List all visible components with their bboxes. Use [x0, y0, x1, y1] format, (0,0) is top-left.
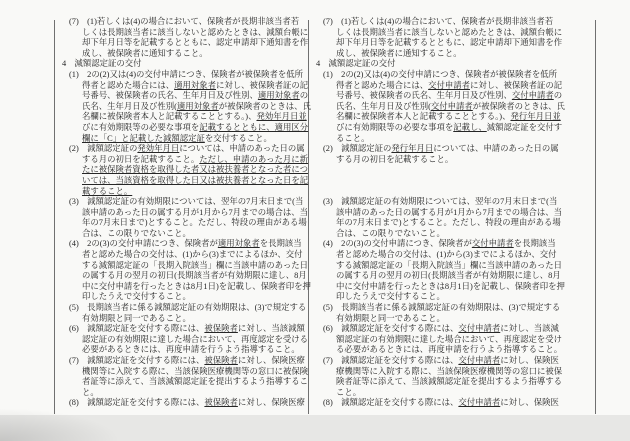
text-line	[62, 377, 308, 388]
text-line	[316, 324, 596, 335]
underlined-text: 記載し、	[453, 122, 487, 132]
text-segment: る必要があるときには、再度申請を行うよう指導すること。	[336, 345, 563, 355]
underlined-text: 交付申請者	[471, 239, 514, 249]
text-line	[316, 144, 596, 155]
underlined-text: 交付申請者	[458, 356, 501, 365]
text-segment: の属する月の翌月の初日(長期該当者が有効期限に達し、8月	[336, 271, 561, 281]
text-segment: しくは長期該当者に該当しないと認めたときは、減額台帳に	[82, 27, 309, 37]
underlined-text: 被保険者	[204, 324, 238, 334]
text-line	[62, 388, 308, 399]
text-segment: 該申請のあった日の属する月が1月から7月までの場合は、当	[336, 207, 563, 217]
text-segment: 年の7月末日まで)とすること。ただし、特段の理由がある場	[336, 218, 561, 228]
text-segment: びに有効期限等の必要な事項を	[82, 122, 200, 132]
underlined-text: いては、当該資格を取得した日又は被扶養者となった日を記	[82, 175, 309, 185]
table-border-left	[54, 20, 55, 414]
column-divider	[308, 20, 309, 414]
underlined-text: たに被保険者資格を取得した者又は被扶養者となった者につ	[82, 165, 308, 175]
text-segment: (7) (1)若しくは(4)の場合において、保険者が長期非該当者若	[323, 17, 554, 26]
text-segment: に対し、当該減	[500, 324, 559, 334]
text-segment: (8) 減額認定証を交付する際には、	[323, 398, 459, 408]
text-segment: に対し、保険医	[500, 356, 559, 365]
underlined-text: 交付申請者	[458, 398, 501, 408]
underlined-text: ただし、申請のあった月に新	[199, 154, 309, 164]
text-segment: (2) 減額認定証の	[323, 144, 392, 154]
text-segment: 印したうえで交付すること。	[336, 292, 445, 302]
text-segment: 号番号、被保険者の氏名、生年月日及び性別、	[336, 91, 512, 101]
text-line	[62, 101, 311, 113]
text-line	[62, 187, 308, 198]
text-segment: 成し、被保険者に通知すること。	[336, 48, 462, 58]
text-line	[62, 229, 308, 240]
text-line	[316, 398, 596, 409]
text-line	[62, 123, 308, 134]
underlined-text: 被保険者	[204, 398, 238, 408]
left-column	[62, 17, 311, 409]
text-line	[62, 324, 308, 335]
text-line	[316, 261, 596, 272]
underlined-text: 欄に「C」と記載した減額認定証	[82, 133, 205, 143]
text-segment: (7) (1)若しくは(4)の場合において、保険者が長期非該当者若	[69, 17, 300, 26]
text-segment: する減額認定証の「長期入院該当」欄に当該申請のあった日	[82, 260, 309, 270]
text-line	[62, 70, 308, 81]
underlined-text: 記載するとともに、適用区分	[199, 122, 309, 132]
text-segment: 年の7月末日まで)とすること。ただし、特段の理由がある場	[82, 218, 307, 228]
text-line	[316, 377, 596, 388]
underlined-text: 交付申請者	[458, 324, 501, 334]
text-line	[316, 239, 596, 250]
underlined-text: 交付申請者	[430, 101, 473, 111]
text-line	[316, 49, 596, 60]
text-line	[62, 165, 308, 176]
text-line	[316, 17, 596, 28]
text-segment: 有効期限と同一であること。	[336, 313, 445, 323]
text-segment: (4) 2の(3)の交付申請につき、保険者が	[323, 239, 472, 249]
text-line	[316, 282, 596, 293]
text-line	[316, 102, 596, 113]
text-segment: びに有効期限等の必要な事項を	[336, 122, 454, 132]
underlined-text: 適用対象者	[174, 80, 216, 90]
text-segment: については、申請のあった日の属	[179, 144, 305, 154]
underlined-text: 発効年月日	[137, 144, 180, 154]
text-segment: と。	[82, 387, 99, 397]
text-line	[316, 197, 596, 208]
text-line	[316, 176, 596, 187]
text-segment: 号番号、被保険者の氏名、生年月日及び性別、	[82, 91, 258, 101]
text-segment: 4 減額認定証の交付	[316, 59, 396, 69]
underlined-text: 適用対象者	[217, 239, 260, 249]
text-line	[62, 261, 308, 272]
text-segment: 険者証等に添えて、当該減額認定証を提出するよう指導する	[336, 377, 562, 387]
text-segment: する月の初日を記載すること。	[82, 154, 200, 164]
text-line	[316, 59, 596, 70]
text-segment: 者証等に添えて、当該減額認定証を提出するよう指導するこ	[82, 377, 308, 387]
text-line	[62, 81, 308, 92]
text-segment: (1) 2の(2)又は(4)の交付申請につき、保険者が被保険者を低所	[323, 69, 557, 79]
text-segment: 却下年月日等を記載するとともに、認定申請却下通知書を作	[82, 38, 309, 48]
text-segment: が被保険者のときは、氏	[472, 101, 565, 111]
text-line	[62, 250, 308, 261]
text-segment: 印したうえで交付すること。	[82, 292, 191, 302]
text-line	[316, 303, 596, 314]
text-line	[316, 314, 596, 325]
text-segment: (5) 長期該当者に係る減額認定証の有効期限は、(3)で規定する	[323, 303, 561, 313]
text-segment: に対し、保険医療	[237, 398, 305, 408]
text-segment: 却下年月日等を記載するとともに、認定申請却下通知書を作	[336, 38, 563, 48]
text-segment: を長期該当	[259, 239, 302, 249]
text-line	[62, 314, 308, 325]
text-segment: 該申請のあった日の属する月が1月から7月までの場合は、当	[82, 207, 309, 217]
right-column	[316, 17, 596, 409]
text-segment: に対し、被保険者証の記	[216, 80, 309, 90]
text-line	[62, 176, 308, 187]
text-segment: こと。	[336, 387, 362, 397]
text-segment: (1) 2の(2)又は(4)の交付申請につき、保険者が被保険者を低所	[69, 69, 303, 79]
text-segment: 得者と認めた場合には、	[82, 80, 175, 90]
text-segment: (7) 減額認定証を交付する際には、	[323, 356, 459, 365]
text-line	[62, 91, 308, 102]
underlined-text: 発行年月日	[391, 144, 434, 154]
text-line	[316, 91, 596, 102]
text-line	[316, 388, 596, 399]
text-line	[316, 81, 596, 92]
text-segment: 得者と認めた場合には、	[336, 80, 429, 90]
text-segment: しくは長期該当者に該当しないと認めたときは、減額台帳に	[336, 27, 563, 37]
text-line	[316, 155, 596, 166]
underlined-text: 被保険者	[204, 356, 238, 365]
text-line	[316, 28, 596, 39]
underlined-text: 交付申請者	[428, 80, 470, 90]
text-segment: (5) 長期該当者に係る減額認定証の有効期限は、(3)で規定する	[69, 303, 307, 313]
text-line	[62, 292, 308, 303]
text-segment: 中に交付申請を行ったときは8月1日)を記載し、保険者印を押	[336, 281, 565, 291]
text-line	[316, 208, 596, 219]
text-line	[62, 144, 308, 155]
text-segment: 合は、この限りでないこと。	[336, 228, 445, 238]
text-line	[316, 356, 596, 367]
underlined-text: 発行年月日並	[510, 112, 561, 122]
text-segment: (4) 2の(3)の交付申請につき、保険者が	[69, 239, 218, 249]
text-segment: については、申請のあった日の属	[433, 144, 559, 154]
text-segment: の	[553, 91, 563, 101]
text-segment: 必要があるときには、再度申請を行うよう指導すること。	[82, 345, 300, 355]
text-line	[62, 28, 308, 39]
text-line	[316, 367, 596, 378]
text-segment: 合は、この限りでないこと。	[82, 228, 191, 238]
text-segment: を交付すること。	[204, 133, 272, 143]
text-line	[62, 112, 308, 123]
text-segment: する月の初日を記載すること。	[336, 154, 454, 164]
text-line	[316, 187, 596, 198]
text-segment: 者と認めた場合の交付は、(1)から(3)までによるほか、交付	[82, 250, 303, 260]
text-segment: (3) 減額認定証の有効期限については、翌年の7月末日まで(当	[69, 197, 304, 207]
text-line	[62, 49, 308, 60]
text-segment: に対し、保険医	[500, 398, 559, 408]
text-segment: 4 減額認定証の交付	[62, 59, 142, 69]
text-segment: 名欄に被保険者本人と記載することとする。)、	[336, 112, 511, 122]
text-segment: 減額認定証を交付す	[486, 122, 563, 132]
text-line	[316, 70, 596, 81]
text-segment: 有効期限と同一であること。	[82, 313, 191, 323]
text-segment: 中に交付申請を行ったときは8月1日)を記載し、保険者印を押	[82, 281, 311, 291]
text-line	[62, 281, 311, 293]
text-line	[316, 229, 596, 240]
text-segment: 氏名、生年月日及び性別(	[336, 101, 431, 111]
text-segment: (2) 減額認定証の	[69, 144, 138, 154]
text-segment: 認定証の有効期限に達した場合において、再度認定を受ける	[82, 334, 308, 344]
scan-shadow	[0, 408, 120, 441]
text-segment: (6) 減額認定証を交付する際には、	[69, 324, 205, 334]
text-line	[316, 345, 596, 356]
text-segment: の属する月の翌月の初日(長期該当者が有効期限に達し、8月	[82, 271, 307, 281]
text-line	[62, 335, 308, 346]
text-line	[62, 59, 308, 70]
text-line	[62, 197, 308, 208]
text-segment: に対し、被保険者証の記	[470, 80, 563, 90]
text-segment: の	[299, 91, 309, 101]
text-line	[316, 335, 596, 346]
text-line	[62, 218, 308, 229]
text-segment: が被保険者のときは、氏	[218, 101, 311, 111]
text-line	[62, 345, 308, 356]
text-line	[62, 155, 308, 166]
text-line	[62, 38, 308, 49]
text-segment: 額認定証の有効期限に達した場合において、再度認定を受け	[336, 334, 562, 344]
text-segment: (7) 減額認定証を交付する際には、	[69, 356, 205, 365]
text-line	[316, 38, 596, 49]
text-line	[316, 271, 596, 282]
text-segment: (8) 減額認定証を交付する際には、	[69, 398, 205, 408]
text-line	[62, 17, 308, 28]
text-line	[316, 165, 596, 176]
text-segment: に対し、当該減額	[237, 324, 305, 334]
underlined-text: 載すること。	[82, 186, 133, 196]
text-line	[62, 356, 308, 367]
text-line	[316, 134, 596, 145]
text-segment: (6) 減額認定証を交付する際には、	[323, 324, 459, 334]
text-segment: (3) 減額認定証の有効期限については、翌年の7月末日まで(当	[323, 197, 558, 207]
text-segment: 療機関等に入院する際に、当該保険医療機関等の窓口に被保	[336, 366, 563, 376]
text-segment: 機関等に入院する際に、当該保険医療機関等の窓口に被保険	[82, 366, 309, 376]
underlined-text: 交付申請者	[511, 91, 554, 101]
text-segment: 者と認めた場合の交付は、(1)から(3)までによるほか、交付	[336, 250, 557, 260]
text-line	[316, 218, 596, 229]
text-line	[316, 250, 596, 261]
text-segment: する減額認定証の「長期入院該当」欄に当該申請のあった日	[336, 260, 563, 270]
text-segment: に対し、保険医療	[237, 356, 305, 365]
text-line	[62, 303, 308, 314]
text-line	[62, 367, 308, 378]
text-segment: を長期該当	[513, 239, 556, 249]
underlined-text: 適用対象者	[257, 91, 300, 101]
text-line	[62, 271, 308, 282]
text-segment: ること。	[336, 133, 370, 143]
text-line	[316, 292, 596, 303]
text-line	[62, 208, 308, 219]
underlined-text: 適用対象者	[176, 101, 219, 111]
text-line	[62, 134, 308, 145]
text-line	[62, 239, 308, 250]
text-line	[316, 112, 596, 123]
text-line	[316, 123, 596, 134]
underlined-text: 発効年月日並	[256, 112, 307, 122]
text-segment: 成し、被保険者に通知すること。	[82, 48, 208, 58]
text-segment: 氏名、生年月日及び性別(	[82, 101, 177, 111]
text-segment: 名欄に被保険者本人と記載することとする。)、	[82, 112, 257, 122]
